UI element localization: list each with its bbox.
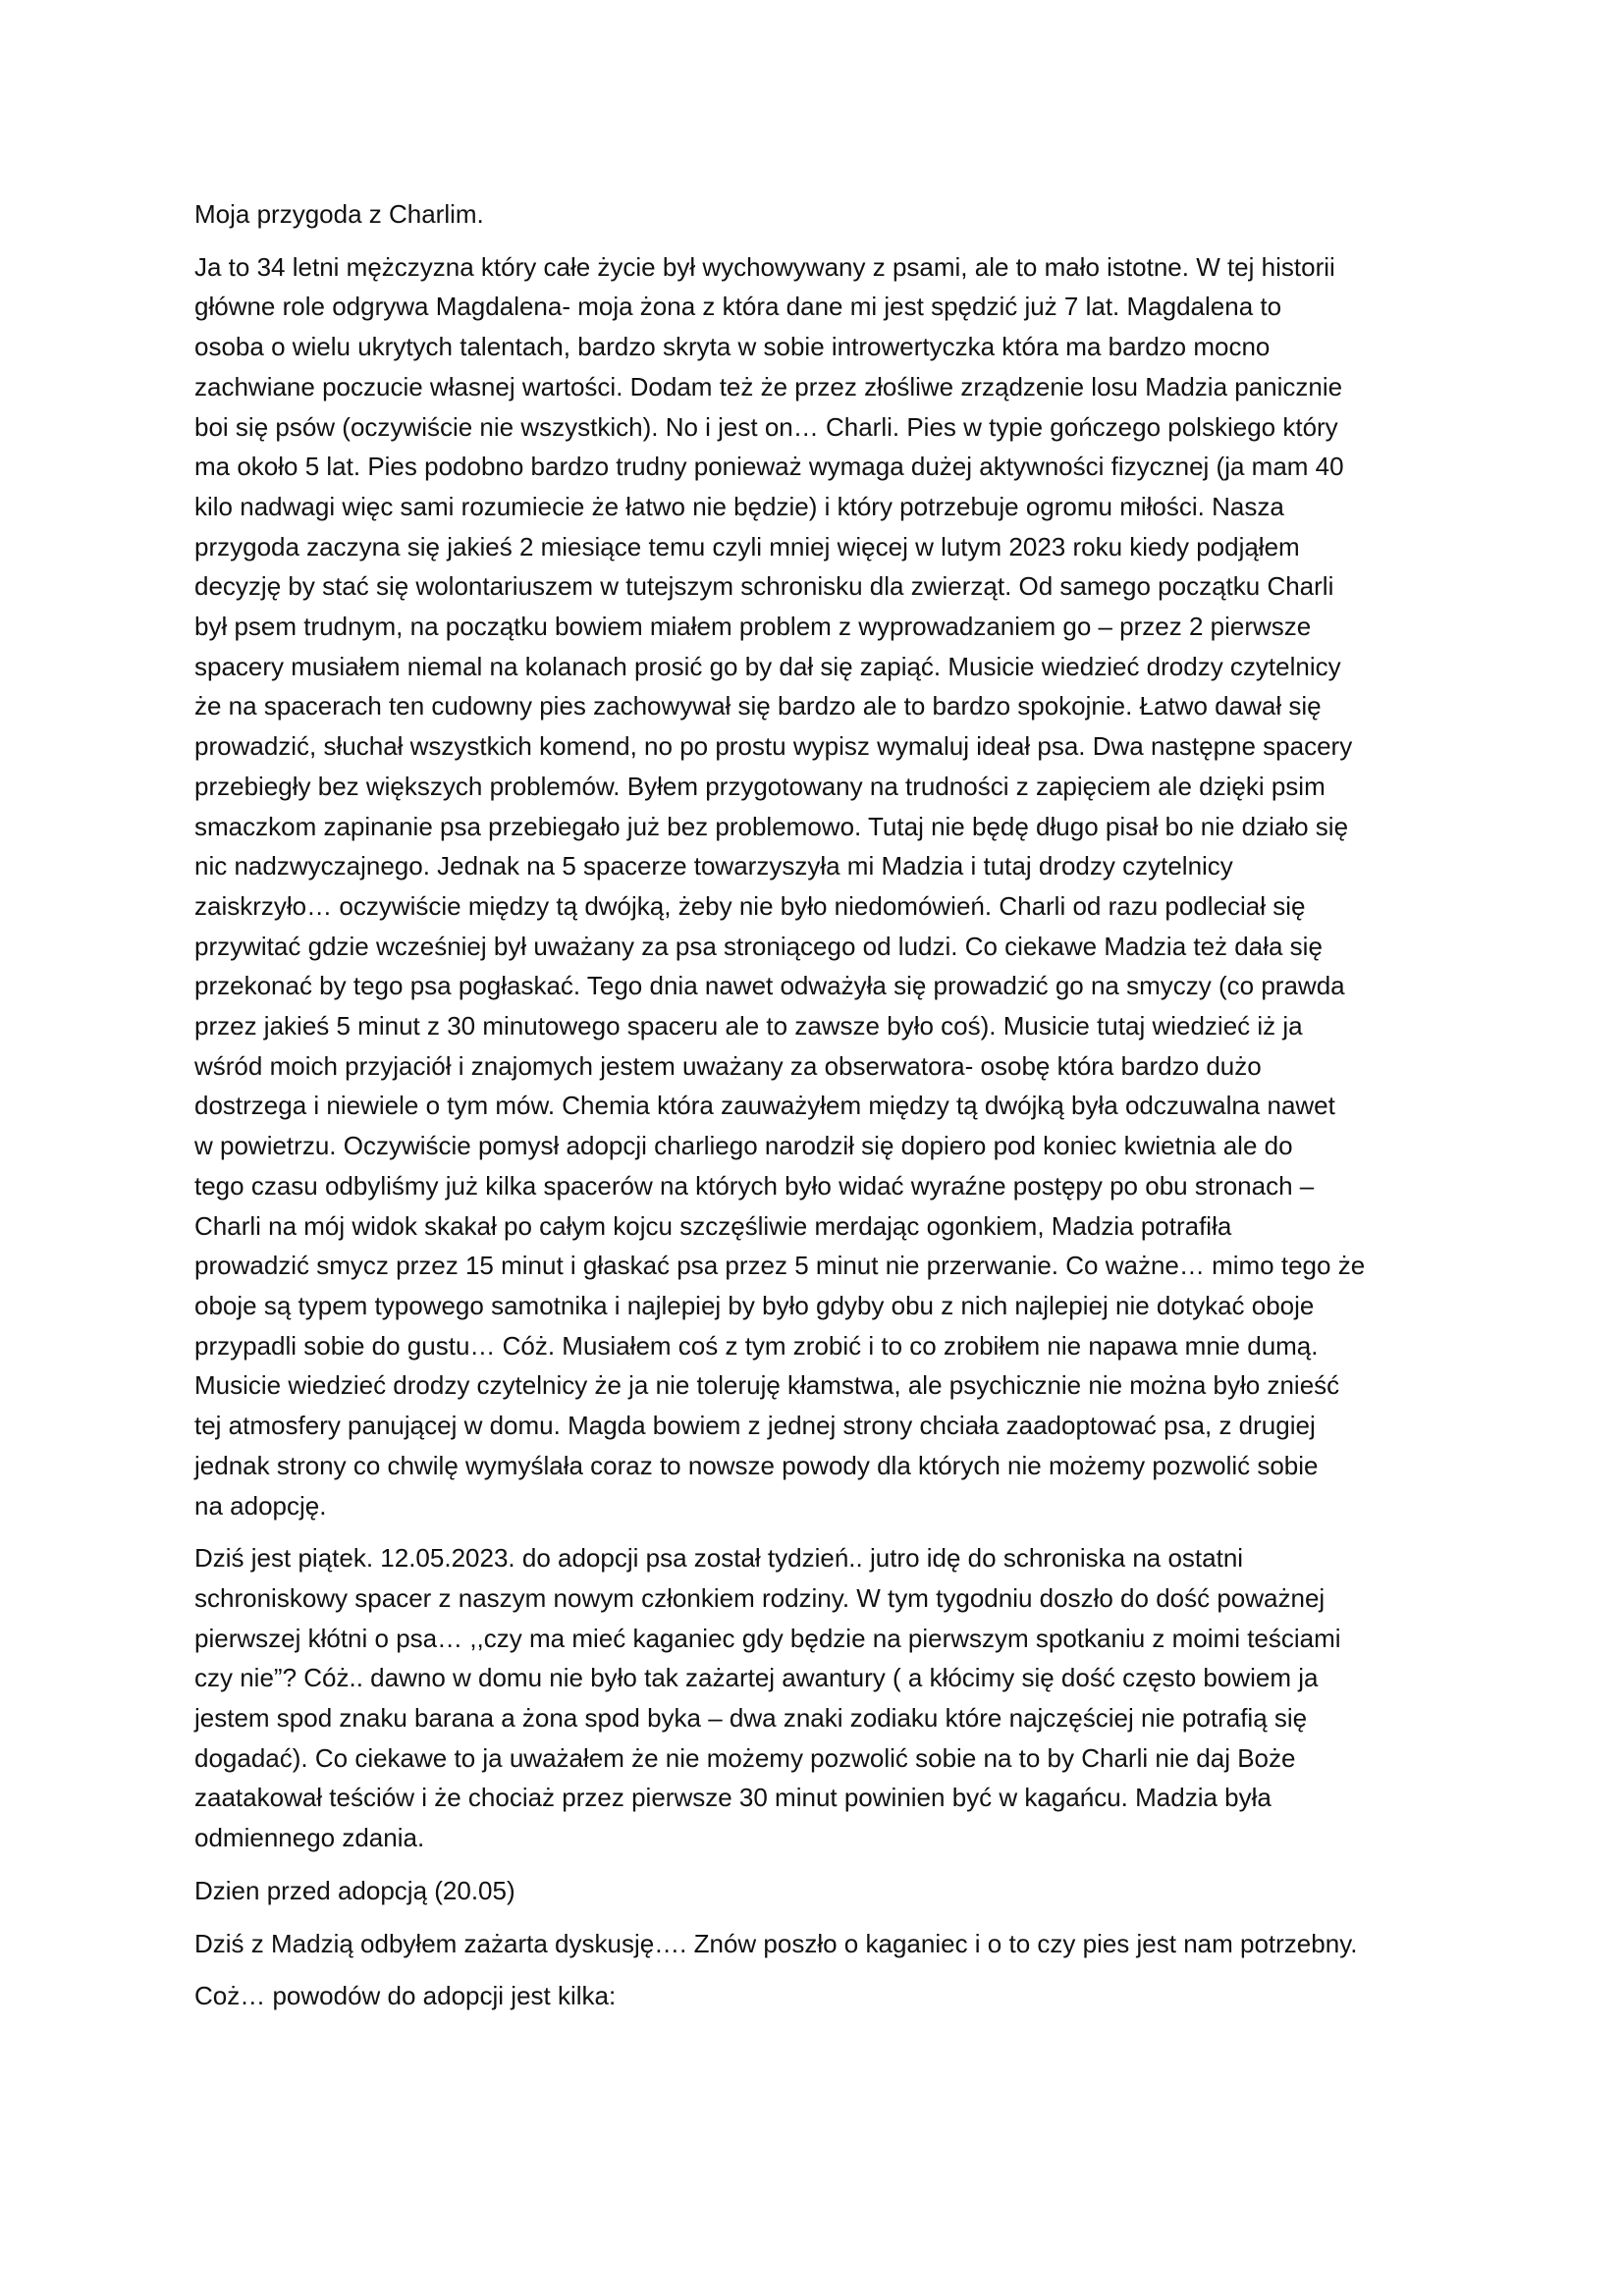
text-line: dogadać). Co ciekawe to ja uważałem że nie możemy pozwolić sobie na to by Charli nie daj Boże xyxy=(194,1742,1296,1773)
text-line: przywitać gdzie wcześniej był uważany za psa stroniącego od ludzi. Co ciekawe Madzia też dała się xyxy=(194,931,1323,961)
text-line: przebiegły bez większych problemów. Byłem przygotowany na trudności z zapięciem ale dzięki psim xyxy=(194,771,1326,801)
text-line: tej atmosfery panującej w domu. Magda bowiem z jednej strony chciała zaadoptować psa, z drugiej xyxy=(194,1411,1316,1441)
text-line: w powietrzu. Oczywiście pomysł adopcji charliego narodził się dopiero pod koniec kwietnia ale do xyxy=(194,1131,1293,1161)
text-line: Musicie wiedzieć drodzy czytelnicy że ja nie toleruję kłamstwa, ale psychicznie nie można było znieść xyxy=(194,1370,1340,1401)
text-line: prowadzić smycz przez 15 minut i głaskać psa przez 5 minut nie przerwanie. Co ważne… mimo tego że xyxy=(194,1251,1366,1281)
text-line: czy nie”? Cóż.. dawno w domu nie było tak zażartej awantury ( a kłócimy się dość często bowiem ja xyxy=(194,1663,1319,1693)
text-line: główne role odgrywa Magdalena- moja żona z która dane mi jest spędzić już 7 lat. Magdalena to xyxy=(194,292,1282,322)
text-line: pierwszej kłótni o psa… ,,czy ma mieć kaganiec gdy będzie na pierwszym spotkaniu z moimi teściami xyxy=(194,1623,1341,1653)
text-line: Ja to 34 letni mężczyzna który całe życie był wychowywany z psami, ale to mało istotne. W tej historii xyxy=(194,251,1335,282)
text-line: wśród moich przyjaciół i znajomych jestem uważany za obserwatora- osobę która bardzo dużo xyxy=(194,1050,1262,1081)
paragraph-adoption-reasons: Coż… powodów do adopcji jest kilka: xyxy=(194,1981,617,2011)
section-heading-day-before-adoption: Dzien przed adopcją (20.05) xyxy=(194,1875,515,1905)
text-line: Dziś z Madzią odbyłem zażarta dyskusję…. Znów poszło o kaganiec i o to czy pies jest nam potrzebny. xyxy=(194,1928,1358,1958)
text-line: osoba o wielu ukrytych talentach, bardzo skryta w sobie introwertyczka która ma bardzo mocno xyxy=(194,332,1271,362)
text-line: kilo nadwagi więc sami rozumiecie że łatwo nie będzie) i który potrzebuje ogromu miłości. Nasza xyxy=(194,491,1284,521)
document-title: Moja przygoda z Charlim. xyxy=(194,199,484,229)
text-line: przekonać by tego psa pogłaskać. Tego dnia nawet odważyła się prowadzić go na smyczy (co prawda xyxy=(194,971,1345,1001)
text-line: schroniskowy spacer z naszym nowym członkiem rodziny. W tym tygodniu doszło do dość poważnej xyxy=(194,1582,1326,1613)
text-line: jestem spod znaku barana a żona spod byka – dwa znaki zodiaku które najczęściej nie potrafią się xyxy=(194,1703,1308,1734)
text-line: przygoda zaczyna się jakieś 2 miesiące temu czyli mniej więcej w lutym 2023 roku kiedy podjąłem xyxy=(194,531,1300,561)
paragraph-friday-entry xyxy=(194,1538,1441,1858)
text-line: spacery musiałem niemal na kolanach prosić go by dał się zapiąć. Musicie wiedzieć drodzy czytelnicy xyxy=(194,651,1341,681)
text-line: przypadli sobie do gustu… Cóż. Musiałem coś z tym zrobić i to co zrobiłem nie napawa mnie dumą. xyxy=(194,1330,1319,1361)
text-line: prowadzić, słuchał wszystkich komend, no po prostu wypisz wymaluj ideał psa. Dwa następne spacery xyxy=(194,731,1353,762)
text-line: oboje są typem typowego samotnika i najlepiej by było gdyby obu z nich najlepiej nie dotykać oboje xyxy=(194,1290,1315,1320)
text-line: dostrzega i niewiele o tym mów. Chemia która zauważyłem między tą dwójką była odczuwalna nawet xyxy=(194,1091,1335,1121)
text-line: ma około 5 lat. Pies podobno bardzo trudny ponieważ wymaga dużej aktywności fizycznej (ja mam 40 xyxy=(194,452,1344,482)
text-line: był psem trudnym, na początku bowiem miałem problem z wyprowadzaniem go – przez 2 pierwsze xyxy=(194,612,1312,642)
text-line: zaiskrzyło… oczywiście między tą dwójką, żeby nie było niedomówień. Charli od razu podleciał się xyxy=(194,890,1306,921)
text-line: zachwiane poczucie własnej wartości. Dodam też że przez złośliwe zrządzenie losu Madzia panicznie xyxy=(194,371,1343,401)
paragraph-discussion xyxy=(194,1924,1441,1964)
text-line: nic nadzwyczajnego. Jednak na 5 spacerze towarzyszyła mi Madzia i tutaj drodzy czytelnicy xyxy=(194,851,1233,881)
text-line: smaczkom zapinanie psa przebiegało już bez problemowo. Tutaj nie będę długo pisał bo nie działo się xyxy=(194,811,1349,841)
document-page xyxy=(194,194,1441,2029)
text-line: na adopcję. xyxy=(194,1490,327,1521)
text-line: Charli na mój widok skakał po całym kojcu szczęśliwie merdając ogonkiem, Madzia potrafiła xyxy=(194,1210,1232,1241)
text-line: boi się psów (oczywiście nie wszystkich). No i jest on… Charli. Pies w typie gończego polskiego który xyxy=(194,411,1338,442)
text-line: jednak strony co chwilę wymyślała coraz to nowsze powody dla których nie możemy pozwolić sobie xyxy=(194,1450,1319,1480)
text-line: przez jakieś 5 minut z 30 minutowego spaceru ale to zawsze było coś). Musicie tutaj wiedzieć iż ja xyxy=(194,1011,1303,1041)
text-line: odmiennego zdania. xyxy=(194,1823,425,1853)
paragraph-story-intro xyxy=(194,247,1441,1526)
text-line: Dziś jest piątek. 12.05.2023. do adopcji psa został tydzień.. jutro idę do schroniska na ostatni xyxy=(194,1543,1244,1574)
text-line: zaatakował teściów i że chociaż przez pierwsze 30 minut powinien być w kagańcu. Madzia była xyxy=(194,1783,1272,1813)
text-line: że na spacerach ten cudowny pies zachowywał się bardzo ale to bardzo spokojnie. Łatwo dawał się xyxy=(194,691,1322,721)
text-line: tego czasu odbyliśmy już kilka spacerów na których było widać wyraźne postępy po obu stronach – xyxy=(194,1170,1315,1201)
text-line: decyzję by stać się wolontariuszem w tutejszym schronisku dla zwierząt. Od samego początku Charli xyxy=(194,571,1334,602)
